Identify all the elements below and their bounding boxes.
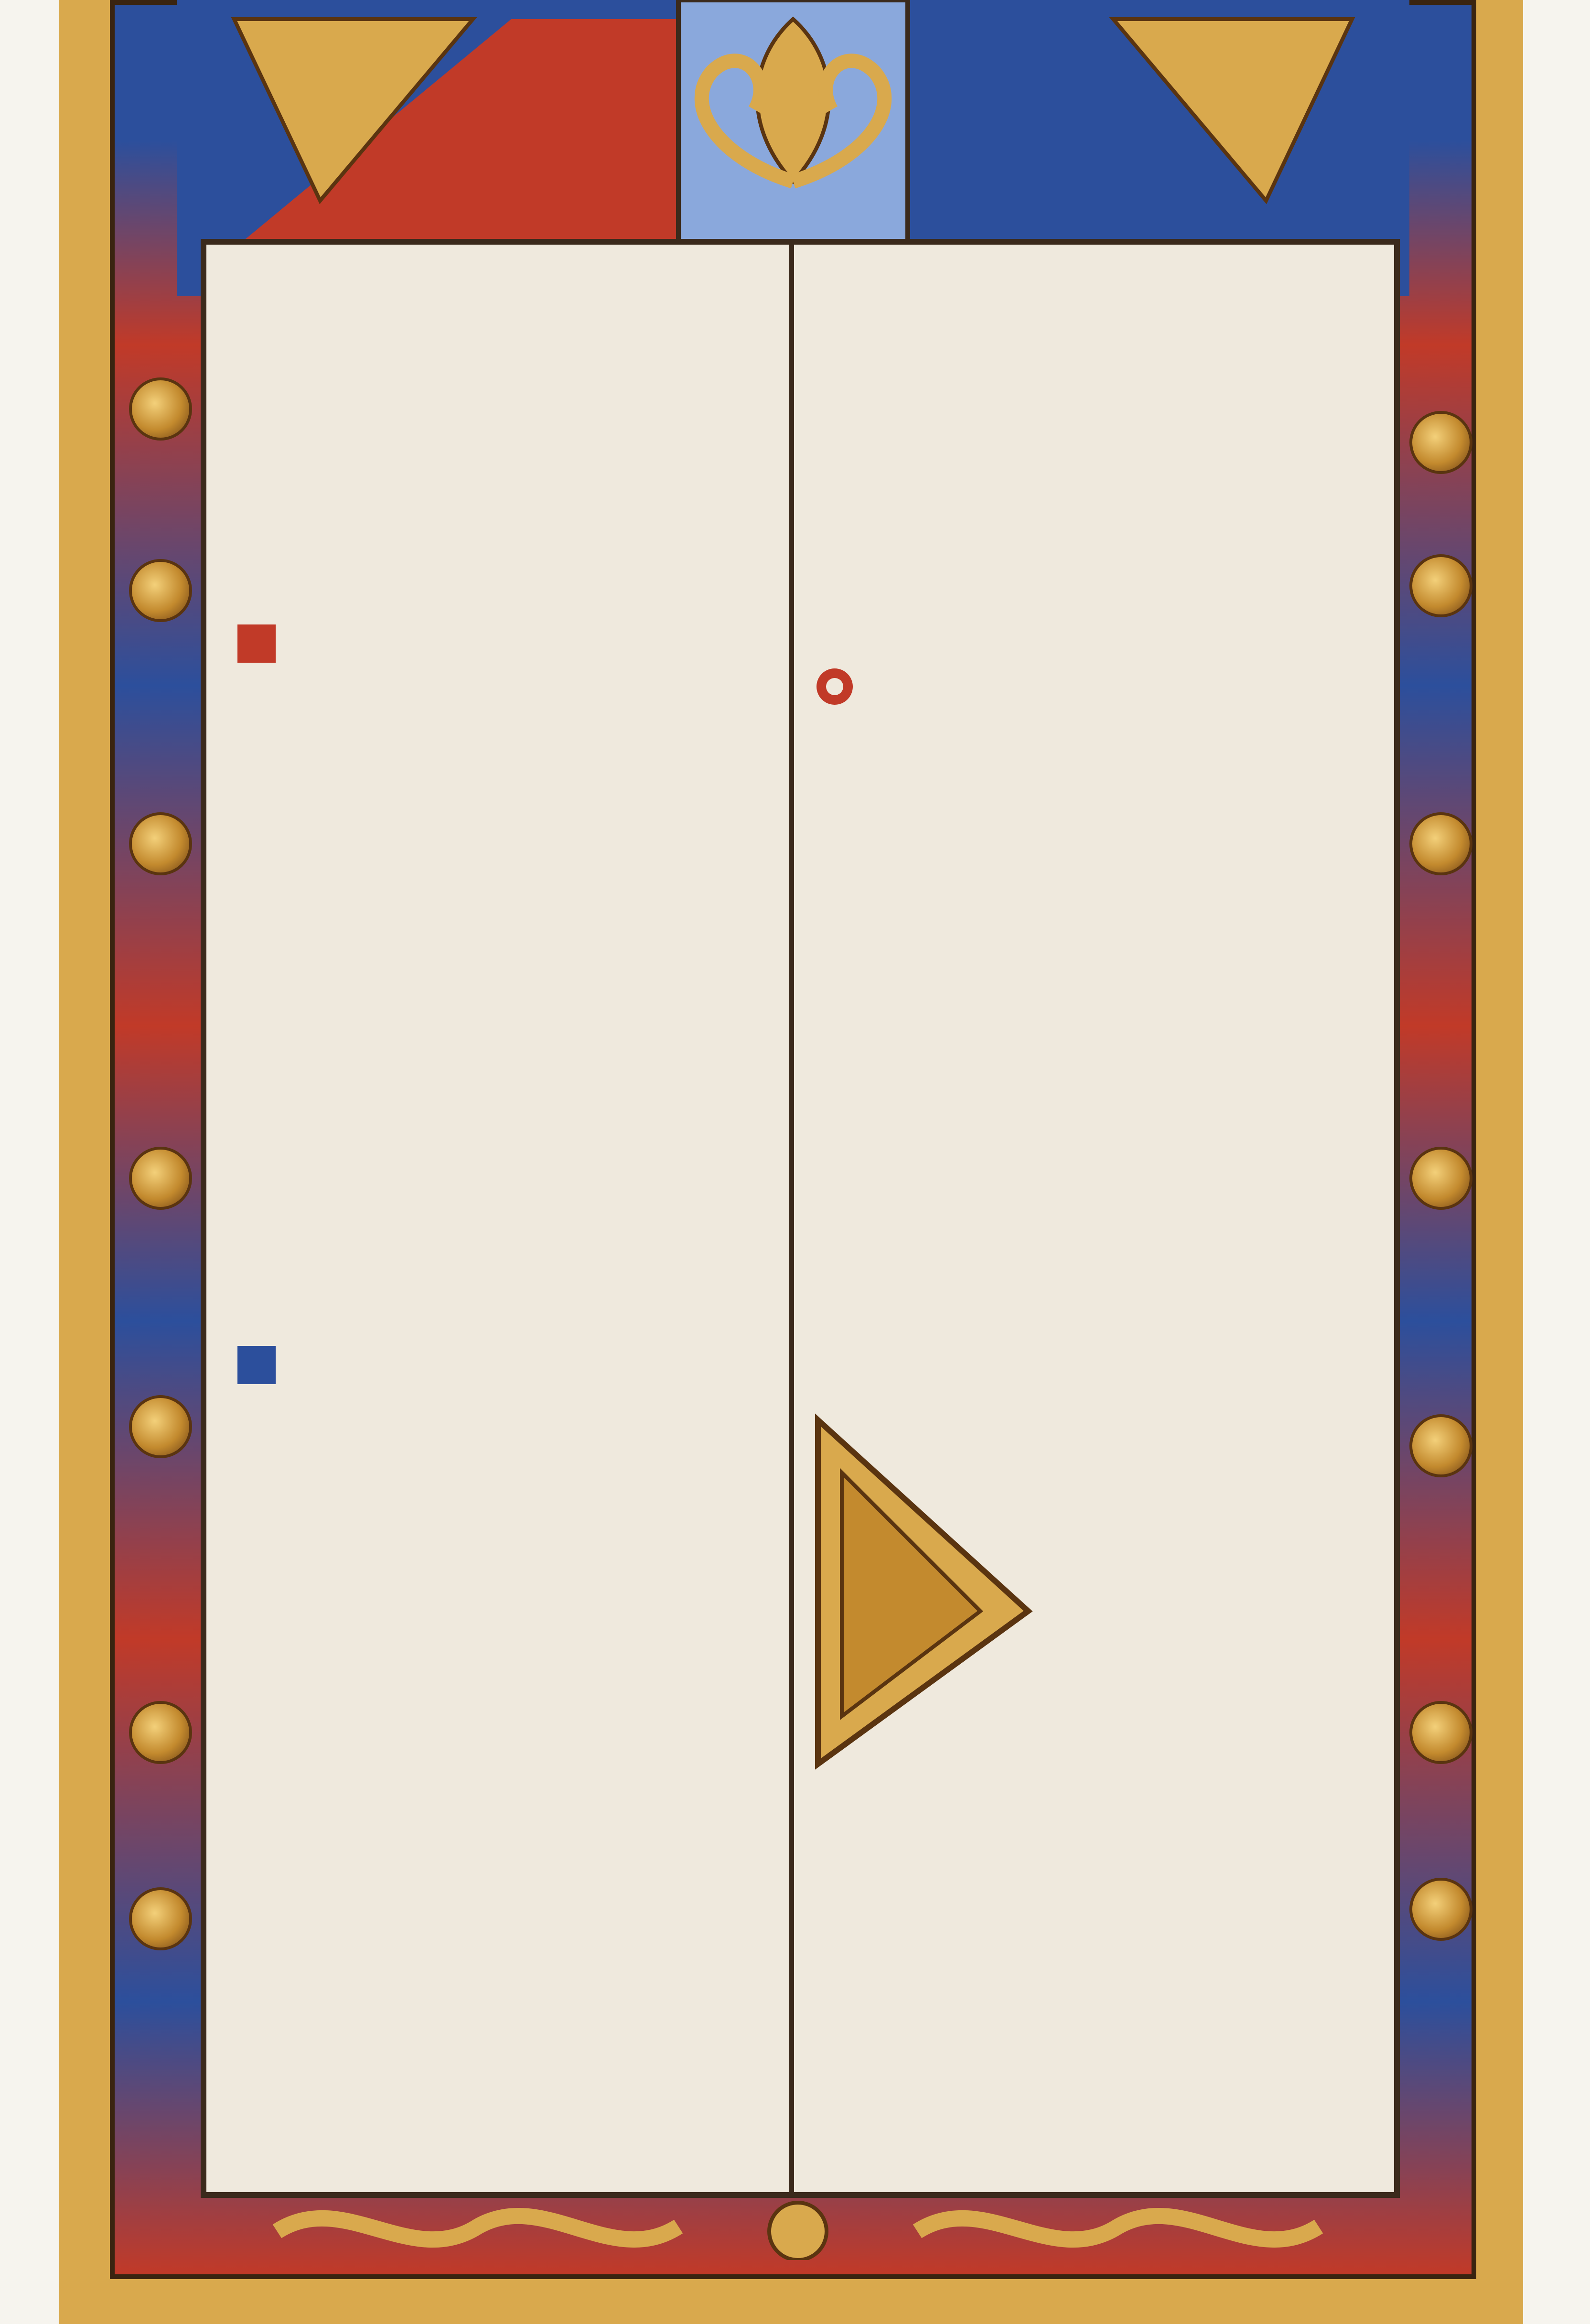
- gold-triangle-ornament-icon: [808, 1410, 1038, 1774]
- gold-scroll-icon: [1409, 1147, 1472, 1210]
- left-text-column: [226, 273, 775, 2163]
- gold-scroll-icon: [1409, 411, 1472, 474]
- gold-scroll-icon: [129, 812, 192, 875]
- text-panel: [201, 239, 1400, 2198]
- bottom-scroll-ornament-icon: [248, 2193, 1347, 2260]
- gold-scroll-icon: [129, 377, 192, 441]
- column-divider: [789, 245, 794, 2192]
- gold-scroll-icon: [1409, 554, 1472, 617]
- gold-scroll-icon: [129, 1147, 192, 1210]
- gold-scroll-icon: [129, 559, 192, 622]
- gold-scroll-icon: [129, 1395, 192, 1458]
- right-text-column: [808, 273, 1372, 2163]
- blue-initial-icon: [235, 1344, 278, 1387]
- gold-scroll-icon: [1409, 1701, 1472, 1764]
- gold-scroll-icon: [129, 1701, 192, 1764]
- gold-scroll-icon: [129, 1887, 192, 1950]
- gold-scroll-icon: [1409, 1878, 1472, 1941]
- red-initial-icon: [235, 622, 278, 665]
- gold-scroll-icon: [1409, 1414, 1472, 1477]
- red-dot-initial-icon: [813, 665, 856, 708]
- gold-scroll-icon: [1409, 812, 1472, 875]
